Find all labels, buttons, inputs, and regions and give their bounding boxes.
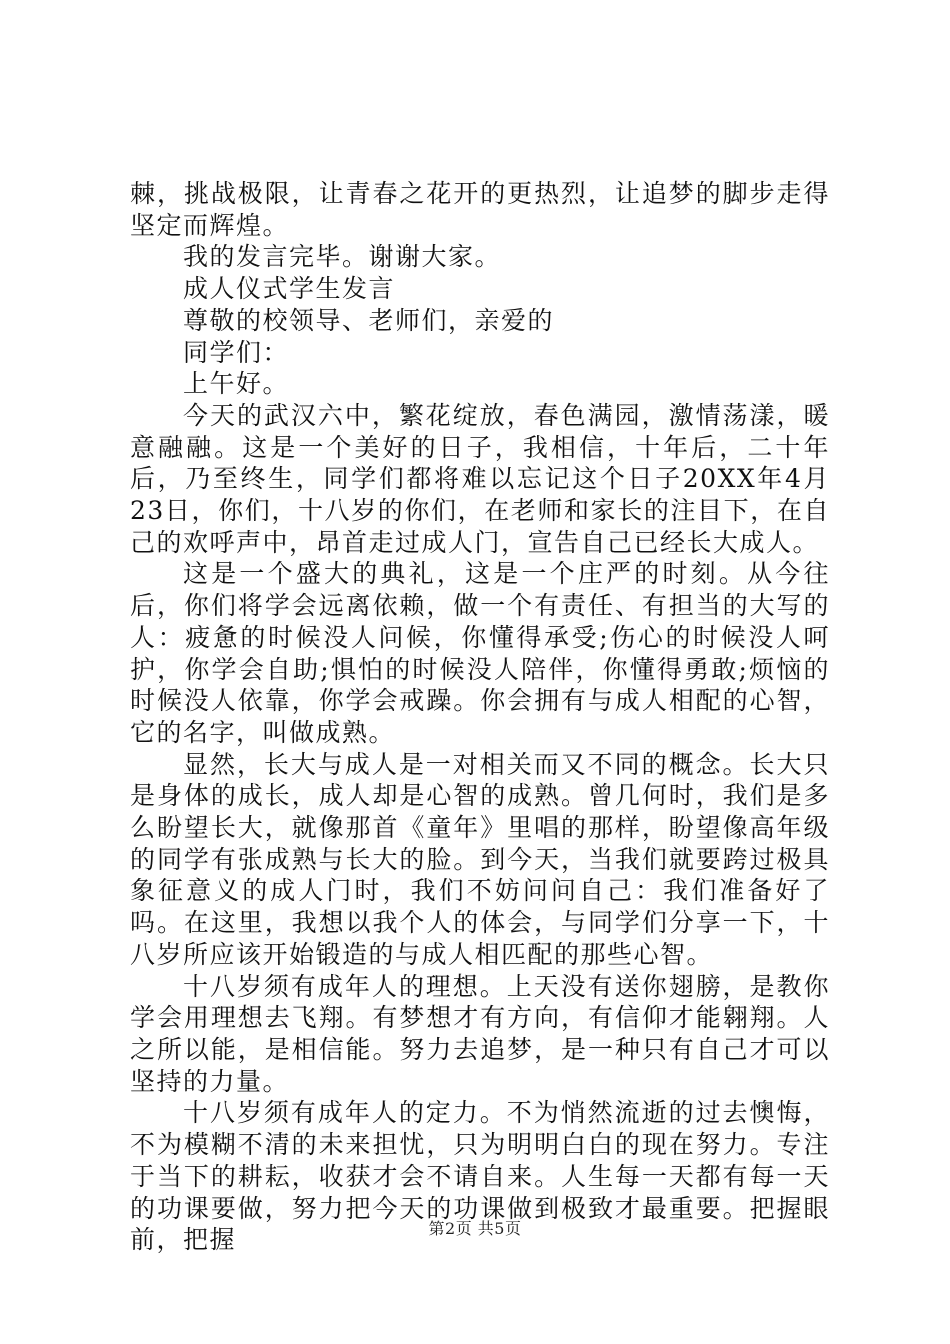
paragraph: 这是一个盛大的典礼，这是一个庄严的时刻。从今往后，你们将学会远离依赖，做一个有责任、有担当的大写的人：疲惫的时候没人问候，你懂得承受;伤心的时候没人呵护，你学会自助;惧怕的时候没人陪伴，你懂得勇敢;烦恼的时候没人依靠，你学会戒躁。你会拥有与成人相配的心智，它的名字，叫做成熟。 [130, 559, 830, 747]
page-number: 第2页 共5页 [428, 1219, 522, 1238]
greeting: 上午好。 [183, 369, 290, 399]
salutation: 尊敬的校领导、老师们，亲爱的 [183, 305, 555, 335]
paragraph: 十八岁须有成年人的理想。上天没有送你翅膀，是教你学会用理想去飞翔。有梦想才有方向，有信仰才能翱翔。人之所以能，是相信能。努力去追梦，是一种只有自己才可以坚持的力量。 [130, 971, 830, 1096]
paragraph: 我的发言完毕。谢谢大家。 [183, 242, 502, 272]
speech-title: 成人仪式学生发言 [183, 274, 396, 304]
salutation: 同学们： [183, 337, 290, 367]
paragraph: 十八岁须有成年人的定力。不为悄然流逝的过去懊悔，不为模糊不清的未来担忧，只为明明白白的现在努力。专注于当下的耕耘，收获才会不请自来。人生每一天都有每一天的功课要做，努力把今天的功课做到极致才最重要。把握眼前，把握 [130, 1098, 830, 1255]
paragraph: 今天的武汉六中，繁花绽放，春色满园，激情荡漾，暖意融融。这是一个美好的日子，我相信，十年后，二十年后，乃至终生，同学们都将难以忘记这个日子20XX年4月23日，你们，十八岁的你们，在老师和家长的注目下，在自己的欢呼声中，昂首走过成人门，宣告自己已经长大成人。 [130, 400, 830, 557]
document-body [130, 178, 830, 1256]
paragraph: 棘，挑战极限，让青春之花开的更热烈，让追梦的脚步走得坚定而辉煌。 [130, 179, 830, 240]
paragraph: 显然，长大与成人是一对相关而又不同的概念。长大只是身体的成长，成人却是心智的成熟。曾几何时，我们是多么盼望长大，就像那首《童年》里唱的那样，盼望像高年级的同学有张成熟与长大的脸。到今天，当我们就要跨过极具象征意义的成人门时，我们不妨问问自己：我们准备好了吗。在这里，我想以我个人的体会，与同学们分享一下，十八岁所应该开始锻造的与成人相匹配的那些心智。 [130, 749, 830, 969]
